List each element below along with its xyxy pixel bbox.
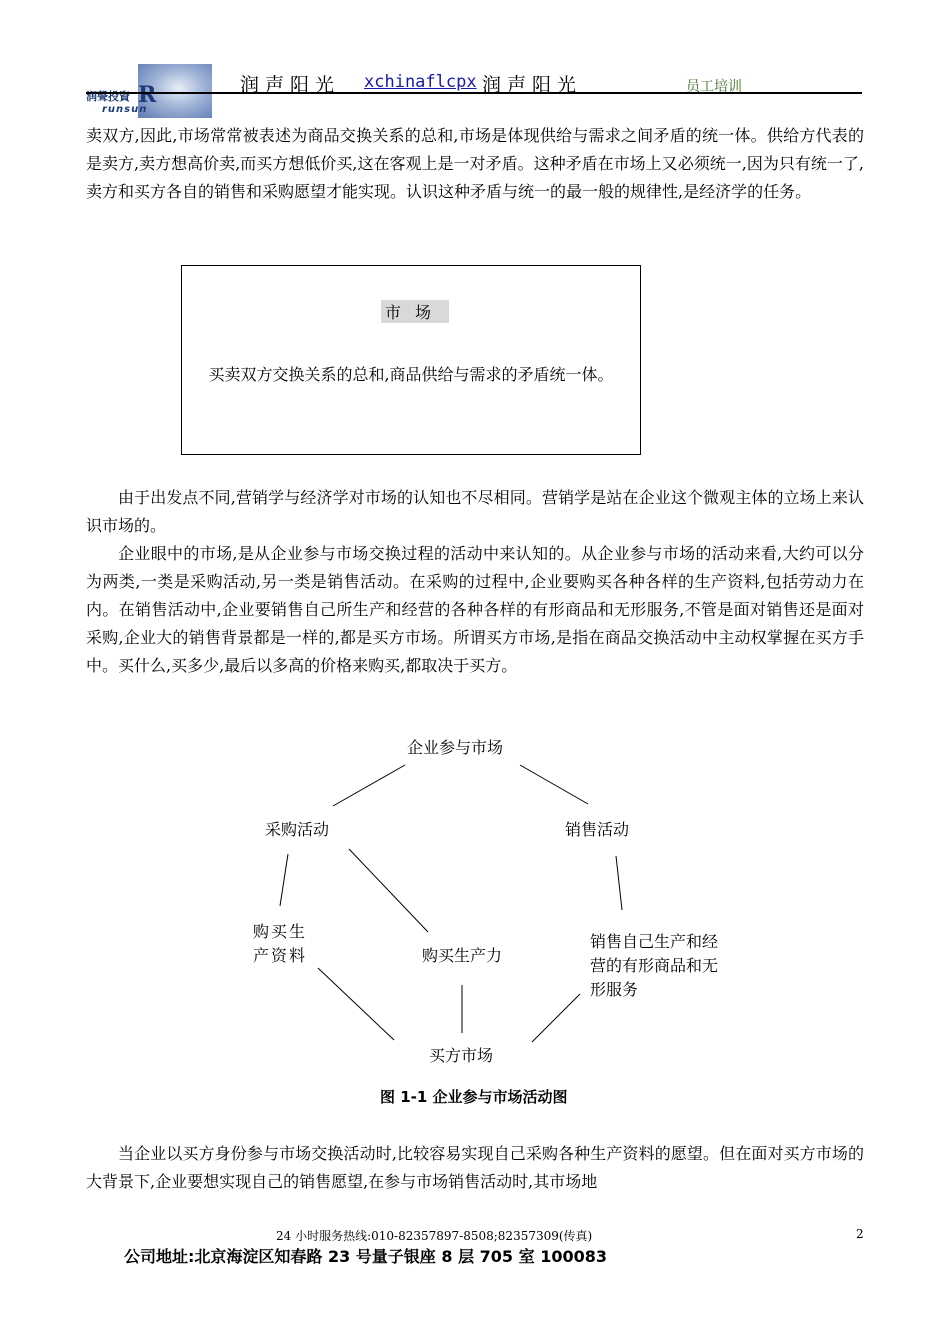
diagram-node-buy-materials: 购买生产资料 xyxy=(253,922,308,965)
definition-box-text: 买卖双方交换关系的总和,商品供给与需求的矛盾统一体。 xyxy=(208,365,614,384)
diagram-node-purchase: 采购活动 xyxy=(265,820,330,839)
edge-sell-goods xyxy=(616,856,622,910)
diagram-node-top: 企业参与市场 xyxy=(407,738,504,757)
edge-materials-market xyxy=(318,968,394,1040)
definition-box-title: 市场 xyxy=(381,300,449,323)
paragraph-2: 由于出发点不同,营销学与经济学对市场的认知也不尽相同。营销学是站在企业这个微观主体的立场上来认识市场的。 xyxy=(86,488,864,535)
page-number: 2 xyxy=(856,1227,864,1241)
logo-en-text: runsun xyxy=(102,104,148,115)
diagram-node-buyer-market: 买方市场 xyxy=(429,1046,494,1065)
paragraph-4: 当企业以买方身份参与市场交换活动时,比较容易实现自己采购各种生产资料的愿望。但在面对买方市场的大背景下,企业要想实现自己的销售愿望,在参与市场销售活动时,其市场地 xyxy=(86,1144,864,1191)
edge-top-sell xyxy=(520,765,588,804)
footer-hotline: 24 小时服务热线:010-82357897-8508;82357309(传真) xyxy=(276,1229,593,1243)
edge-goods-market xyxy=(532,994,580,1042)
header-title-left: 润声阳光 xyxy=(240,74,341,96)
edge-top-buy xyxy=(333,765,405,806)
diagram-node-buy-labor: 购买生产力 xyxy=(422,946,503,965)
diagram-node-sell-goods: 销售自己生产和经营的有形商品和无形服务 xyxy=(590,932,719,999)
edge-buy-materials xyxy=(280,854,288,906)
edge-buy-labor xyxy=(349,849,428,932)
header-tag: 员工培训 xyxy=(686,79,742,95)
diagram-node-sales: 销售活动 xyxy=(565,820,630,839)
paragraph-3: 企业眼中的市场,是从企业参与市场交换过程的活动中来认知的。从企业参与市场的活动来看,大约可以分为两类,一类是采购活动,另一类是销售活动。在采购的过程中,企业要购买各种各样的生产资料,包括劳动力在内。在销售活动中,企业要销售自己所生产和经营的各种各样的有形商品和无形服务,不管是面对销售还是面对采购,企业大的销售背景都是一样的,都是买方市场。所谓买方市场,是指在商品交换活动中主动权掌握在买方手中。买什么,买多少,最后以多高的价格来购买,都取决于买方。 xyxy=(86,544,864,675)
header-site-link[interactable]: xchinaflcpx xyxy=(364,72,477,92)
paragraph-1: 卖双方,因此,市场常常被表述为商品交换关系的总和,市场是体现供给与需求之间矛盾的统一体。供给方代表的是卖方,卖方想高价卖,而买方想低价买,这在客观上是一对矛盾。这种矛盾在市场上又必须统一,因为只有统一了,卖方和买方各自的销售和采购愿望才能实现。认识这种矛盾与统一的最一般的规律性,是经济学的任务。 xyxy=(86,126,864,201)
header-title-right: 润声阳光 xyxy=(482,74,583,96)
figure-caption: 图 1-1 企业参与市场活动图 xyxy=(380,1088,568,1106)
footer-address: 公司地址:北京海淀区知春路 23 号量子银座 8 层 705 室 100083 xyxy=(124,1247,607,1266)
logo-cn-text: 润聲投資 xyxy=(86,90,130,103)
logo-letter: R xyxy=(138,82,157,108)
